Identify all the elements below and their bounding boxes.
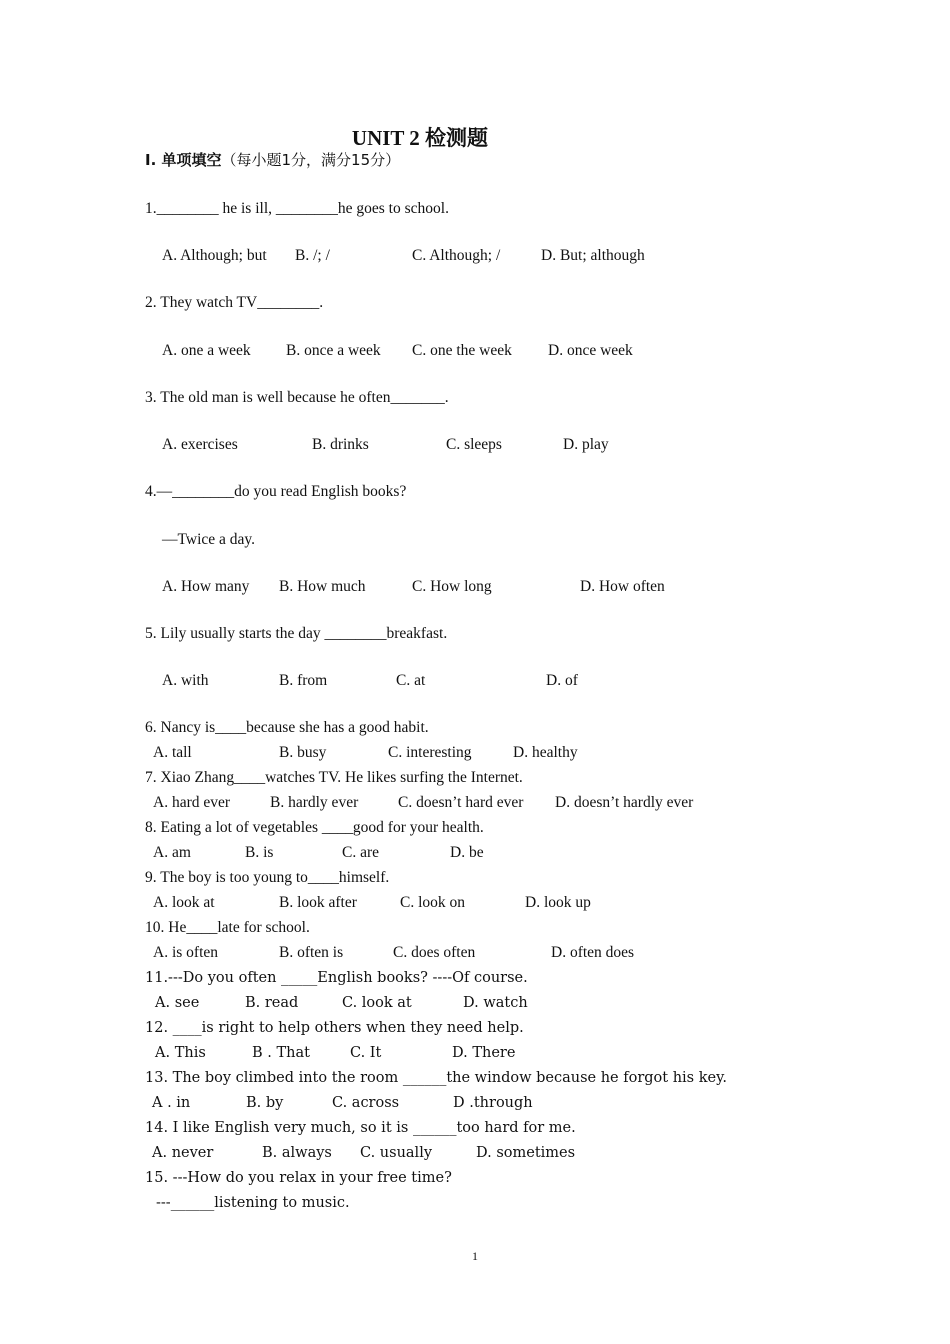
question-10-option-d: D. often does bbox=[551, 944, 635, 961]
question-6-option-b: B. busy bbox=[279, 744, 327, 761]
question-1-option-d: D. But; although bbox=[541, 247, 645, 264]
question-8-stem: 8. Eating a lot of vegetables ____good for your health. bbox=[145, 819, 484, 836]
question-14-option-d: D. sometimes bbox=[476, 1145, 576, 1161]
question-7-stem: 7. Xiao Zhang____watches TV. He likes surfing the Internet. bbox=[145, 769, 523, 786]
question-10-option-b: B. often is bbox=[279, 944, 344, 961]
question-8-option-c: C. are bbox=[342, 844, 380, 861]
question-11-option-b: B. read bbox=[245, 995, 299, 1011]
question-2-option-d: D. once week bbox=[548, 342, 633, 359]
question-10-option-a: A. is often bbox=[153, 944, 219, 961]
question-12-option-b: B . That bbox=[252, 1045, 310, 1061]
question-4-option-d: D. How often bbox=[580, 578, 665, 595]
question-15-stem: 15. ---How do you relax in your free time? bbox=[145, 1170, 452, 1186]
page-number: 1 bbox=[472, 1249, 478, 1263]
question-9-option-a: A. look at bbox=[153, 894, 215, 911]
question-2-option-b: B. once a week bbox=[286, 342, 381, 359]
question-8-option-d: D. be bbox=[450, 844, 484, 861]
question-5-option-a: A. with bbox=[162, 672, 209, 689]
question-4-option-b: B. How much bbox=[279, 578, 366, 595]
question-6-option-c: C. interesting bbox=[388, 744, 472, 761]
document-title: UNIT 2 检测题 bbox=[351, 126, 489, 150]
question-9-option-c: C. look on bbox=[400, 894, 466, 911]
question-3-option-c: C. sleeps bbox=[446, 436, 502, 453]
question-12-option-a: A. This bbox=[155, 1045, 206, 1061]
question-1-option-b: B. /; / bbox=[295, 247, 330, 264]
question-1-option-c: C. Although; / bbox=[412, 247, 501, 264]
question-7-option-b: B. hardly ever bbox=[270, 794, 359, 811]
question-2-stem: 2. They watch TV________. bbox=[145, 294, 324, 311]
question-5-option-b: B. from bbox=[279, 672, 328, 689]
question-5-stem: 5. Lily usually starts the day ________breakfast. bbox=[145, 625, 448, 642]
question-6-option-a: A. tall bbox=[153, 744, 192, 761]
question-13-option-a: A . in bbox=[152, 1095, 191, 1111]
question-7-option-c: C. doesn’t hard ever bbox=[398, 794, 524, 811]
question-11-option-c: C. look at bbox=[342, 995, 412, 1011]
question-10-stem: 10. He____late for school. bbox=[145, 919, 310, 936]
question-1-option-a: A. Although; but bbox=[162, 247, 267, 264]
question-4-option-c: C. How long bbox=[412, 578, 492, 595]
section-note: （每小题1分，满分15分） bbox=[221, 151, 401, 169]
question-5-option-c: C. at bbox=[396, 672, 426, 689]
question-12-option-d: D. There bbox=[452, 1045, 516, 1061]
question-7-option-a: A. hard ever bbox=[153, 794, 231, 811]
question-13-option-d: D .through bbox=[453, 1095, 533, 1111]
question-14-stem: 14. I like English very much, so it is ______too hard for me. bbox=[145, 1120, 576, 1136]
section-heading bbox=[145, 149, 400, 170]
section-label: Ⅰ. 单项填空 bbox=[145, 151, 222, 169]
question-3-stem: 3. The old man is well because he often_______. bbox=[145, 389, 449, 406]
question-11-stem: 11.---Do you often _____English books? ----Of course. bbox=[145, 970, 528, 986]
question-4-option-a: A. How many bbox=[162, 578, 250, 595]
question-12-option-c: C. It bbox=[350, 1045, 382, 1061]
question-4-stem: 4.—________do you read English books? bbox=[145, 483, 407, 500]
question-3-option-b: B. drinks bbox=[312, 436, 369, 453]
question-11-option-d: D. watch bbox=[463, 995, 528, 1011]
question-6-stem: 6. Nancy is____because she has a good habit. bbox=[145, 719, 429, 736]
question-9-option-d: D. look up bbox=[525, 894, 591, 911]
question-3-option-a: A. exercises bbox=[162, 436, 238, 453]
question-2-option-c: C. one the week bbox=[412, 342, 512, 359]
question-13-stem: 13. The boy climbed into the room ______the window because he forgot his key. bbox=[145, 1070, 727, 1086]
question-8-option-a: A. am bbox=[153, 844, 191, 861]
question-4-reply: —Twice a day. bbox=[162, 531, 256, 548]
question-6-option-d: D. healthy bbox=[513, 744, 578, 761]
question-14-option-a: A. never bbox=[152, 1145, 214, 1161]
question-9-stem: 9. The boy is too young to____himself. bbox=[145, 869, 390, 886]
question-14-option-b: B. always bbox=[262, 1145, 332, 1161]
question-14-option-c: C. usually bbox=[360, 1145, 433, 1161]
question-1-stem: 1.________ he is ill, ________he goes to school. bbox=[145, 200, 449, 217]
question-11-option-a: A. see bbox=[155, 995, 200, 1011]
question-2-option-a: A. one a week bbox=[162, 342, 251, 359]
question-13-option-b: B. by bbox=[246, 1095, 284, 1111]
question-15-reply: ---______listening to music. bbox=[156, 1195, 350, 1211]
question-12-stem: 12. ____is right to help others when they need help. bbox=[145, 1020, 524, 1036]
question-3-option-d: D. play bbox=[563, 436, 609, 453]
question-10-option-c: C. does often bbox=[393, 944, 476, 961]
question-9-option-b: B. look after bbox=[279, 894, 357, 911]
question-13-option-c: C. across bbox=[332, 1095, 400, 1111]
question-5-option-d: D. of bbox=[546, 672, 578, 689]
question-8-option-b: B. is bbox=[245, 844, 274, 861]
question-7-option-d: D. doesn’t hardly ever bbox=[555, 794, 694, 811]
